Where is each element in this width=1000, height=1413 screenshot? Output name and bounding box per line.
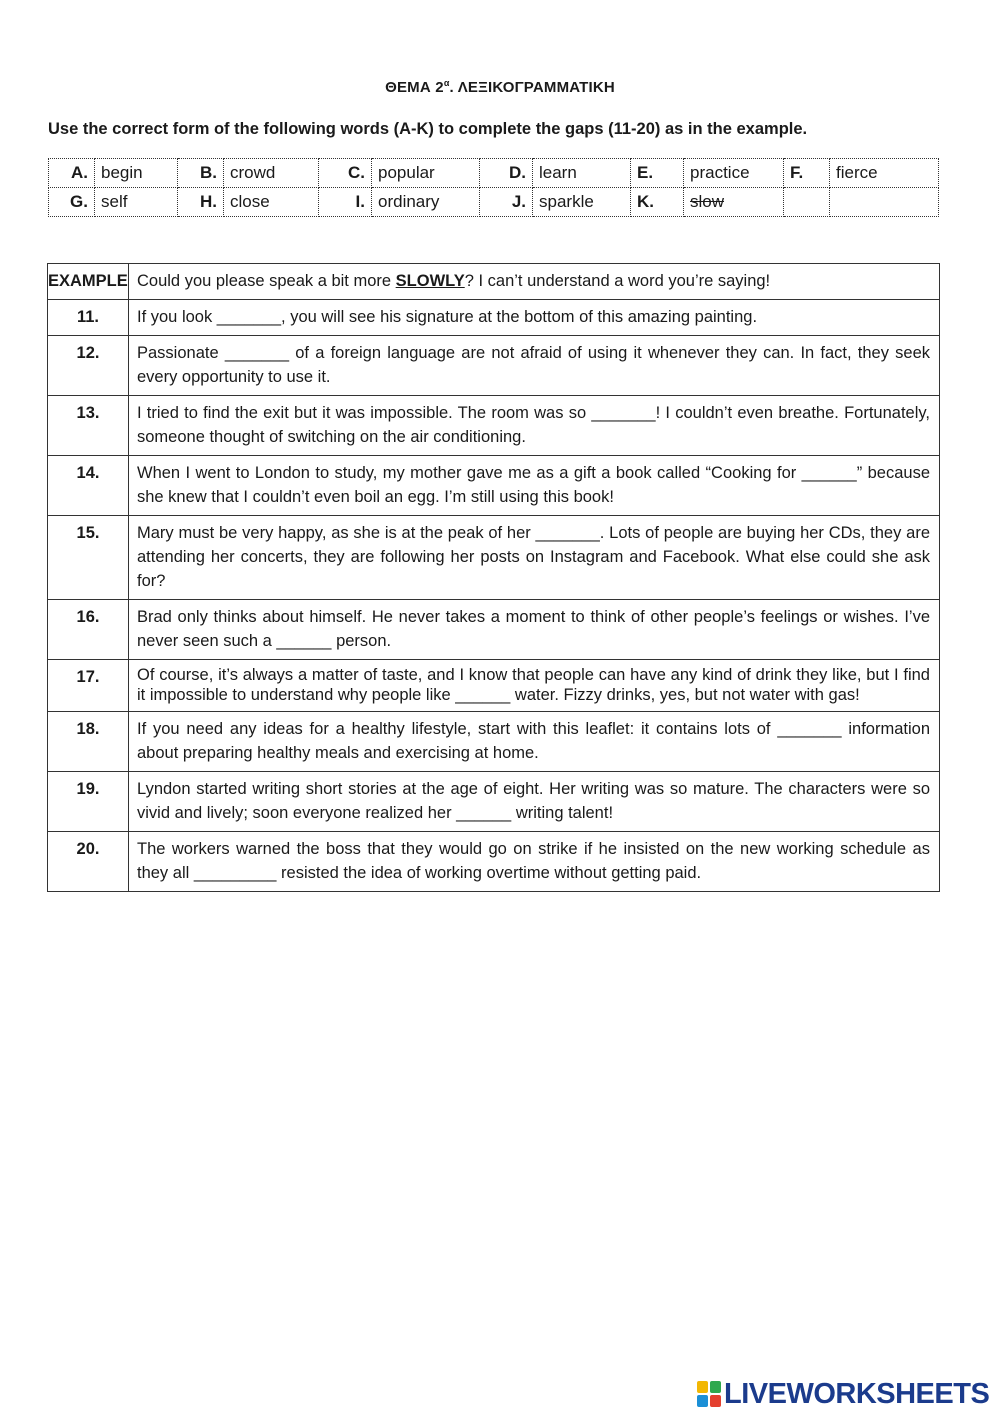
struck-example-word: slow bbox=[690, 192, 725, 211]
liveworksheets-logo[interactable] bbox=[697, 1376, 989, 1412]
question-number: 17. bbox=[48, 660, 129, 712]
word-letter: J. bbox=[480, 188, 533, 217]
question-number: 19. bbox=[48, 772, 129, 832]
question-number: 20. bbox=[48, 832, 129, 892]
question-row bbox=[48, 600, 940, 660]
question-number: 14. bbox=[48, 456, 129, 516]
word-letter: K. bbox=[631, 188, 684, 217]
question-row bbox=[48, 396, 940, 456]
questions-table bbox=[47, 263, 940, 892]
word-item bbox=[684, 188, 784, 217]
instructions: Use the correct form of the following words (A-K) to complete the gaps (11-20) as in the example. bbox=[48, 120, 808, 138]
empty-cell bbox=[830, 188, 939, 217]
word-item: sparkle bbox=[533, 188, 631, 217]
question-text: Mary must be very happy, as she is at the peak of her _______. Lots of people are buying her CDs, they are attending her concerts, they are following her posts on Instagram and Facebook. What else could she ask for? bbox=[129, 516, 940, 600]
liveworksheets-logo-icon bbox=[697, 1381, 721, 1407]
word-letter: B. bbox=[178, 159, 224, 188]
word-item: self bbox=[95, 188, 178, 217]
question-text: I tried to find the exit but it was impossible. The room was so _______! I couldn’t even breathe. Fortunately, someone thought of switching on the air conditioning. bbox=[129, 396, 940, 456]
empty-cell bbox=[784, 188, 830, 217]
example-label: EXAMPLE bbox=[48, 264, 129, 300]
example-row bbox=[48, 264, 940, 300]
question-row bbox=[48, 516, 940, 600]
question-text: Passionate _______ of a foreign language are not afraid of using it whenever they can. In fact, they seek every opportunity to use it. bbox=[129, 336, 940, 396]
word-letter: I. bbox=[319, 188, 372, 217]
word-bank-row bbox=[49, 188, 939, 217]
word-letter: E. bbox=[631, 159, 684, 188]
question-text: Brad only thinks about himself. He never takes a moment to think of other people’s feelings or wishes. I’ve never seen such a ______ person. bbox=[129, 600, 940, 660]
question-number: 11. bbox=[48, 300, 129, 336]
question-number: 13. bbox=[48, 396, 129, 456]
question-row bbox=[48, 300, 940, 336]
word-letter: D. bbox=[480, 159, 533, 188]
question-number: 15. bbox=[48, 516, 129, 600]
question-number: 18. bbox=[48, 712, 129, 772]
question-row bbox=[48, 832, 940, 892]
word-item: popular bbox=[372, 159, 480, 188]
word-item: begin bbox=[95, 159, 178, 188]
question-text: If you look _______, you will see his signature at the bottom of this amazing painting. bbox=[129, 300, 940, 336]
word-item: learn bbox=[533, 159, 631, 188]
question-row bbox=[48, 772, 940, 832]
question-row bbox=[48, 660, 940, 712]
word-item: fierce bbox=[830, 159, 939, 188]
word-item: ordinary bbox=[372, 188, 480, 217]
word-letter: F. bbox=[784, 159, 830, 188]
word-letter: C. bbox=[319, 159, 372, 188]
question-text: If you need any ideas for a healthy lifestyle, start with this leaflet: it contains lots of _______ information about preparing healthy meals and exercising at home. bbox=[129, 712, 940, 772]
question-number: 16. bbox=[48, 600, 129, 660]
question-text: Lyndon started writing short stories at the age of eight. Her writing was so mature. The characters were so vivid and lively; soon everyone realized her ______ writing talent! bbox=[129, 772, 940, 832]
word-letter: G. bbox=[49, 188, 95, 217]
word-item: close bbox=[224, 188, 319, 217]
logo-text: LIVEWORKSHEETS bbox=[724, 1377, 990, 1410]
example-answer: SLOWLY bbox=[395, 272, 465, 290]
word-item: practice bbox=[684, 159, 784, 188]
worksheet-title: ΘΕΜΑ $2^\alpha$. ΛΕΞΙΚΟΓΡΑΜΜΑΤΙΚΗ bbox=[385, 78, 615, 96]
question-row bbox=[48, 336, 940, 396]
question-row bbox=[48, 712, 940, 772]
word-bank-row bbox=[49, 159, 939, 188]
word-letter: H. bbox=[178, 188, 224, 217]
question-text: Of course, it’s always a matter of taste, and I know that people can have any kind of drink they like, but I find it impossible to understand why people like ______ water. Fizzy drinks, yes, but not water with gas! bbox=[129, 660, 940, 712]
word-bank-table bbox=[48, 158, 939, 217]
question-row bbox=[48, 456, 940, 516]
question-number: 12. bbox=[48, 336, 129, 396]
question-text: The workers warned the boss that they would go on strike if he insisted on the new working schedule as they all _________ resisted the idea of working overtime without getting paid. bbox=[129, 832, 940, 892]
question-text: When I went to London to study, my mother gave me as a gift a book called “Cooking for ______” because she knew that I couldn’t even boil an egg. I’m still using this book! bbox=[129, 456, 940, 516]
example-sentence: Could you please speak a bit more SLOWLY? I can’t understand a word you’re saying! bbox=[129, 264, 940, 300]
word-letter: A. bbox=[49, 159, 95, 188]
word-item: crowd bbox=[224, 159, 319, 188]
